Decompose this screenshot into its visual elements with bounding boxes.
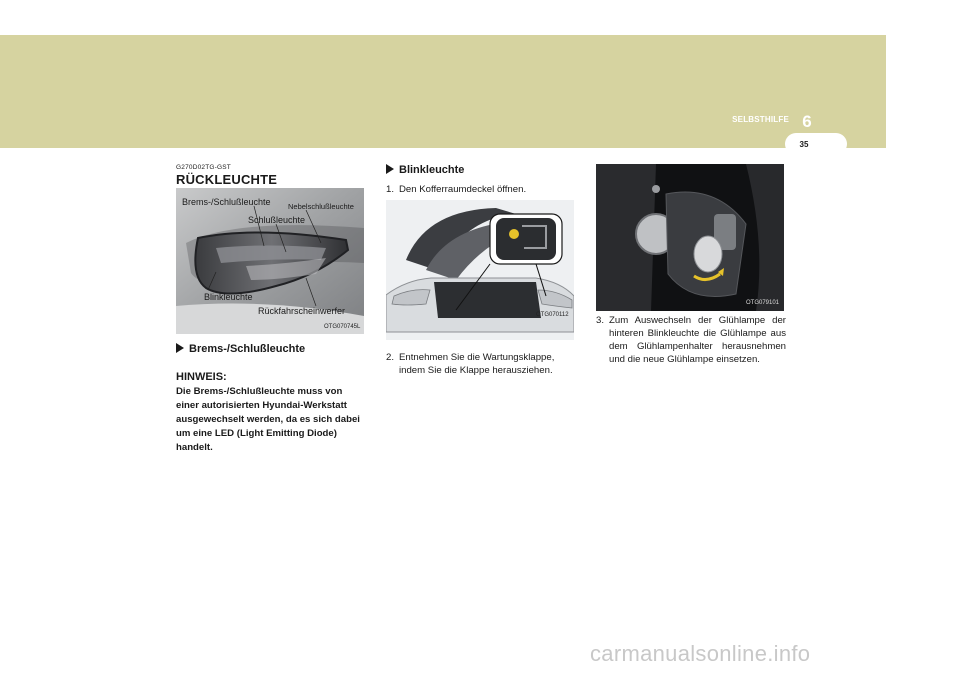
rear-lamp-photo: [176, 188, 364, 334]
note-heading: HINWEIS:: [176, 371, 227, 383]
step-text: Zum Auswechseln der Glühlampe der hinteren Blinkleuchte die Glühlampe aus dem Glühlampenhalter herausnehmen und die neue Glühlampe einsetzen.: [609, 315, 786, 365]
note-body: Die Brems-/Schlußleuchte muss von einer autorisierten Hyundai-Werkstatt ausgewechselt werden, da es sich dabei um eine LED (Light Emitting Diode) handelt.: [176, 386, 360, 453]
header-banner: [0, 35, 886, 148]
figure-code: OTG070112: [536, 312, 569, 318]
bulb-illustration: [596, 164, 784, 311]
callout-tail: Schlußleuchte: [248, 215, 306, 225]
figure-code: OTG079101: [746, 300, 780, 306]
figure-code: OTG070745L: [324, 324, 361, 330]
section-title: RÜCKLEUCHTE: [176, 172, 278, 187]
section-code: G270D02TG-GST: [176, 164, 231, 171]
trunk-photo: [386, 200, 574, 340]
subheading-brake-label: Brems-/Schlußleuchte: [189, 343, 306, 355]
subheading-turn-label: Blinkleuchte: [399, 164, 465, 176]
chapter-title: SELBSTHILFE: [732, 115, 789, 124]
arrow-right-icon: [176, 343, 184, 353]
step-number: 2.: [386, 352, 395, 363]
watermark: carmanualsonline.info: [590, 641, 811, 666]
subheading-turn: [386, 164, 464, 176]
subheading-brake: [176, 343, 305, 355]
step-text: Den Kofferraumdeckel öffnen.: [399, 184, 527, 195]
step-3: [596, 314, 786, 366]
step-number: 1.: [386, 184, 395, 195]
bulb-photo: [596, 164, 784, 311]
callout-turn: Blinkleuchte: [204, 292, 253, 302]
step-2: [386, 351, 576, 377]
callout-fog: Nebelschlußleuchte: [288, 202, 354, 211]
chapter-number: 6: [802, 112, 812, 131]
trunk-illustration: [386, 200, 574, 340]
arrow-right-icon: [386, 164, 394, 174]
page-number: 35: [799, 140, 809, 149]
callout-brake-tail: Brems-/Schlußleuchte: [182, 197, 271, 207]
step-text: Entnehmen Sie die Wartungsklappe, indem Sie die Klappe herausziehen.: [399, 352, 555, 376]
step-number: 3.: [596, 315, 605, 326]
step-1: [386, 183, 576, 196]
callout-reverse: Rückfahrscheinwerfer: [258, 306, 346, 316]
